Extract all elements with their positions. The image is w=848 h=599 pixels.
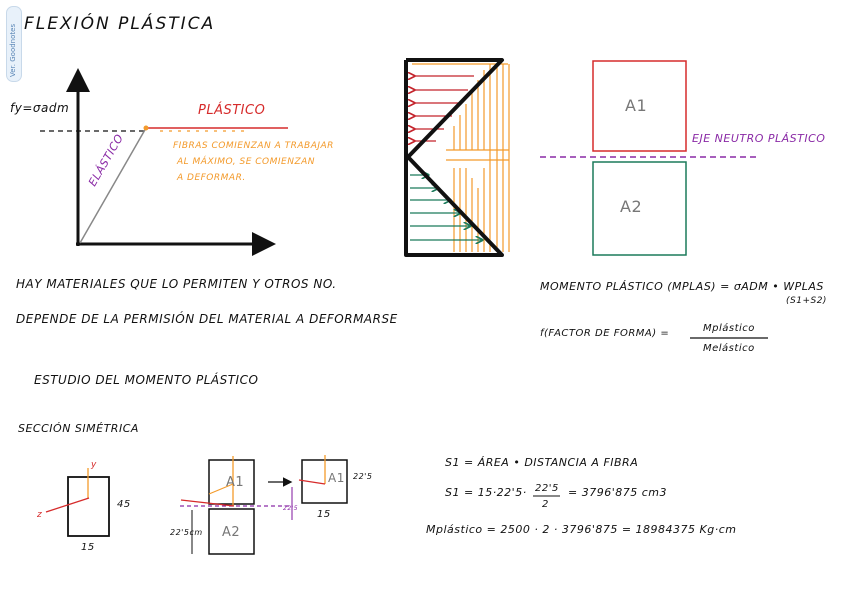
section-height: 45: [117, 499, 131, 510]
shape-factor-numerator: Mplástico: [703, 323, 755, 334]
sketch-a1-label: A1: [226, 475, 245, 490]
plastic-moment-formula: MOMENTO PLÁSTICO (MPLAS) = σADM • WPLAS: [540, 280, 824, 293]
left-dimension: 22'5cm: [170, 528, 203, 537]
small-dimension: 22'5: [283, 505, 299, 512]
right-dimension: 22'5: [353, 472, 373, 481]
plastic-label: PLÁSTICO: [198, 103, 266, 118]
area-a2-label: A2: [620, 197, 643, 216]
section-title: SECCIÓN SIMÉTRICA: [18, 422, 139, 435]
axis-z-label: z: [37, 510, 43, 520]
shape-factor-denominator: Melástico: [703, 343, 755, 354]
right-width: 15: [317, 509, 331, 520]
elastic-label: ELÁSTICO: [86, 131, 127, 189]
s1-equation-left: S1 = 15·22'5·: [445, 486, 527, 499]
fy-label: fy=σadm: [10, 101, 70, 115]
section-sketch-1: [46, 468, 109, 536]
s1-fraction-numerator: 22'5: [535, 483, 559, 494]
shape-factor-label: f(FACTOR DE FORMA) =: [540, 328, 670, 339]
note-line-1: HAY MATERIALES QUE LO PERMITEN Y OTROS NO.: [16, 277, 337, 291]
sketch-a2-label: A2: [222, 525, 241, 540]
s1-fraction-denominator: 2: [542, 499, 549, 510]
stress-distribution-diagram: [406, 60, 509, 255]
section-width: 15: [81, 542, 95, 553]
page-title: FLEXIÓN PLÁSTICA: [24, 14, 216, 34]
goodnotes-tab-label: Ver. Goodnotes: [9, 23, 17, 77]
neutral-axis-label: EJE NEUTRO PLÁSTICO: [692, 132, 826, 145]
study-title: ESTUDIO DEL MOMENTO PLÁSTICO: [34, 373, 259, 387]
axis-y-label: y: [91, 460, 97, 470]
fibers-note: FIBRAS COMIENZAN A TRABAJAR AL MÁXIMO, SE COMIENZAN A DEFORMAR.: [173, 141, 334, 183]
plastic-moment-calc: Mplástico = 2500 · 2 · 3796'875 = 18984375 Kg·cm: [426, 523, 737, 536]
s1-definition: S1 = ÁREA • DISTANCIA A FIBRA: [445, 456, 639, 469]
note-line-2: DEPENDE DE LA PERMISIÓN DEL MATERIAL A DEFORMARSE: [16, 312, 398, 326]
sketch-a1-right-label: A1: [328, 471, 345, 485]
area-a1-label: A1: [625, 96, 648, 115]
s1-result: = 3796'875 cm3: [568, 486, 667, 499]
plastic-moment-sub: (S1+S2): [786, 296, 827, 306]
